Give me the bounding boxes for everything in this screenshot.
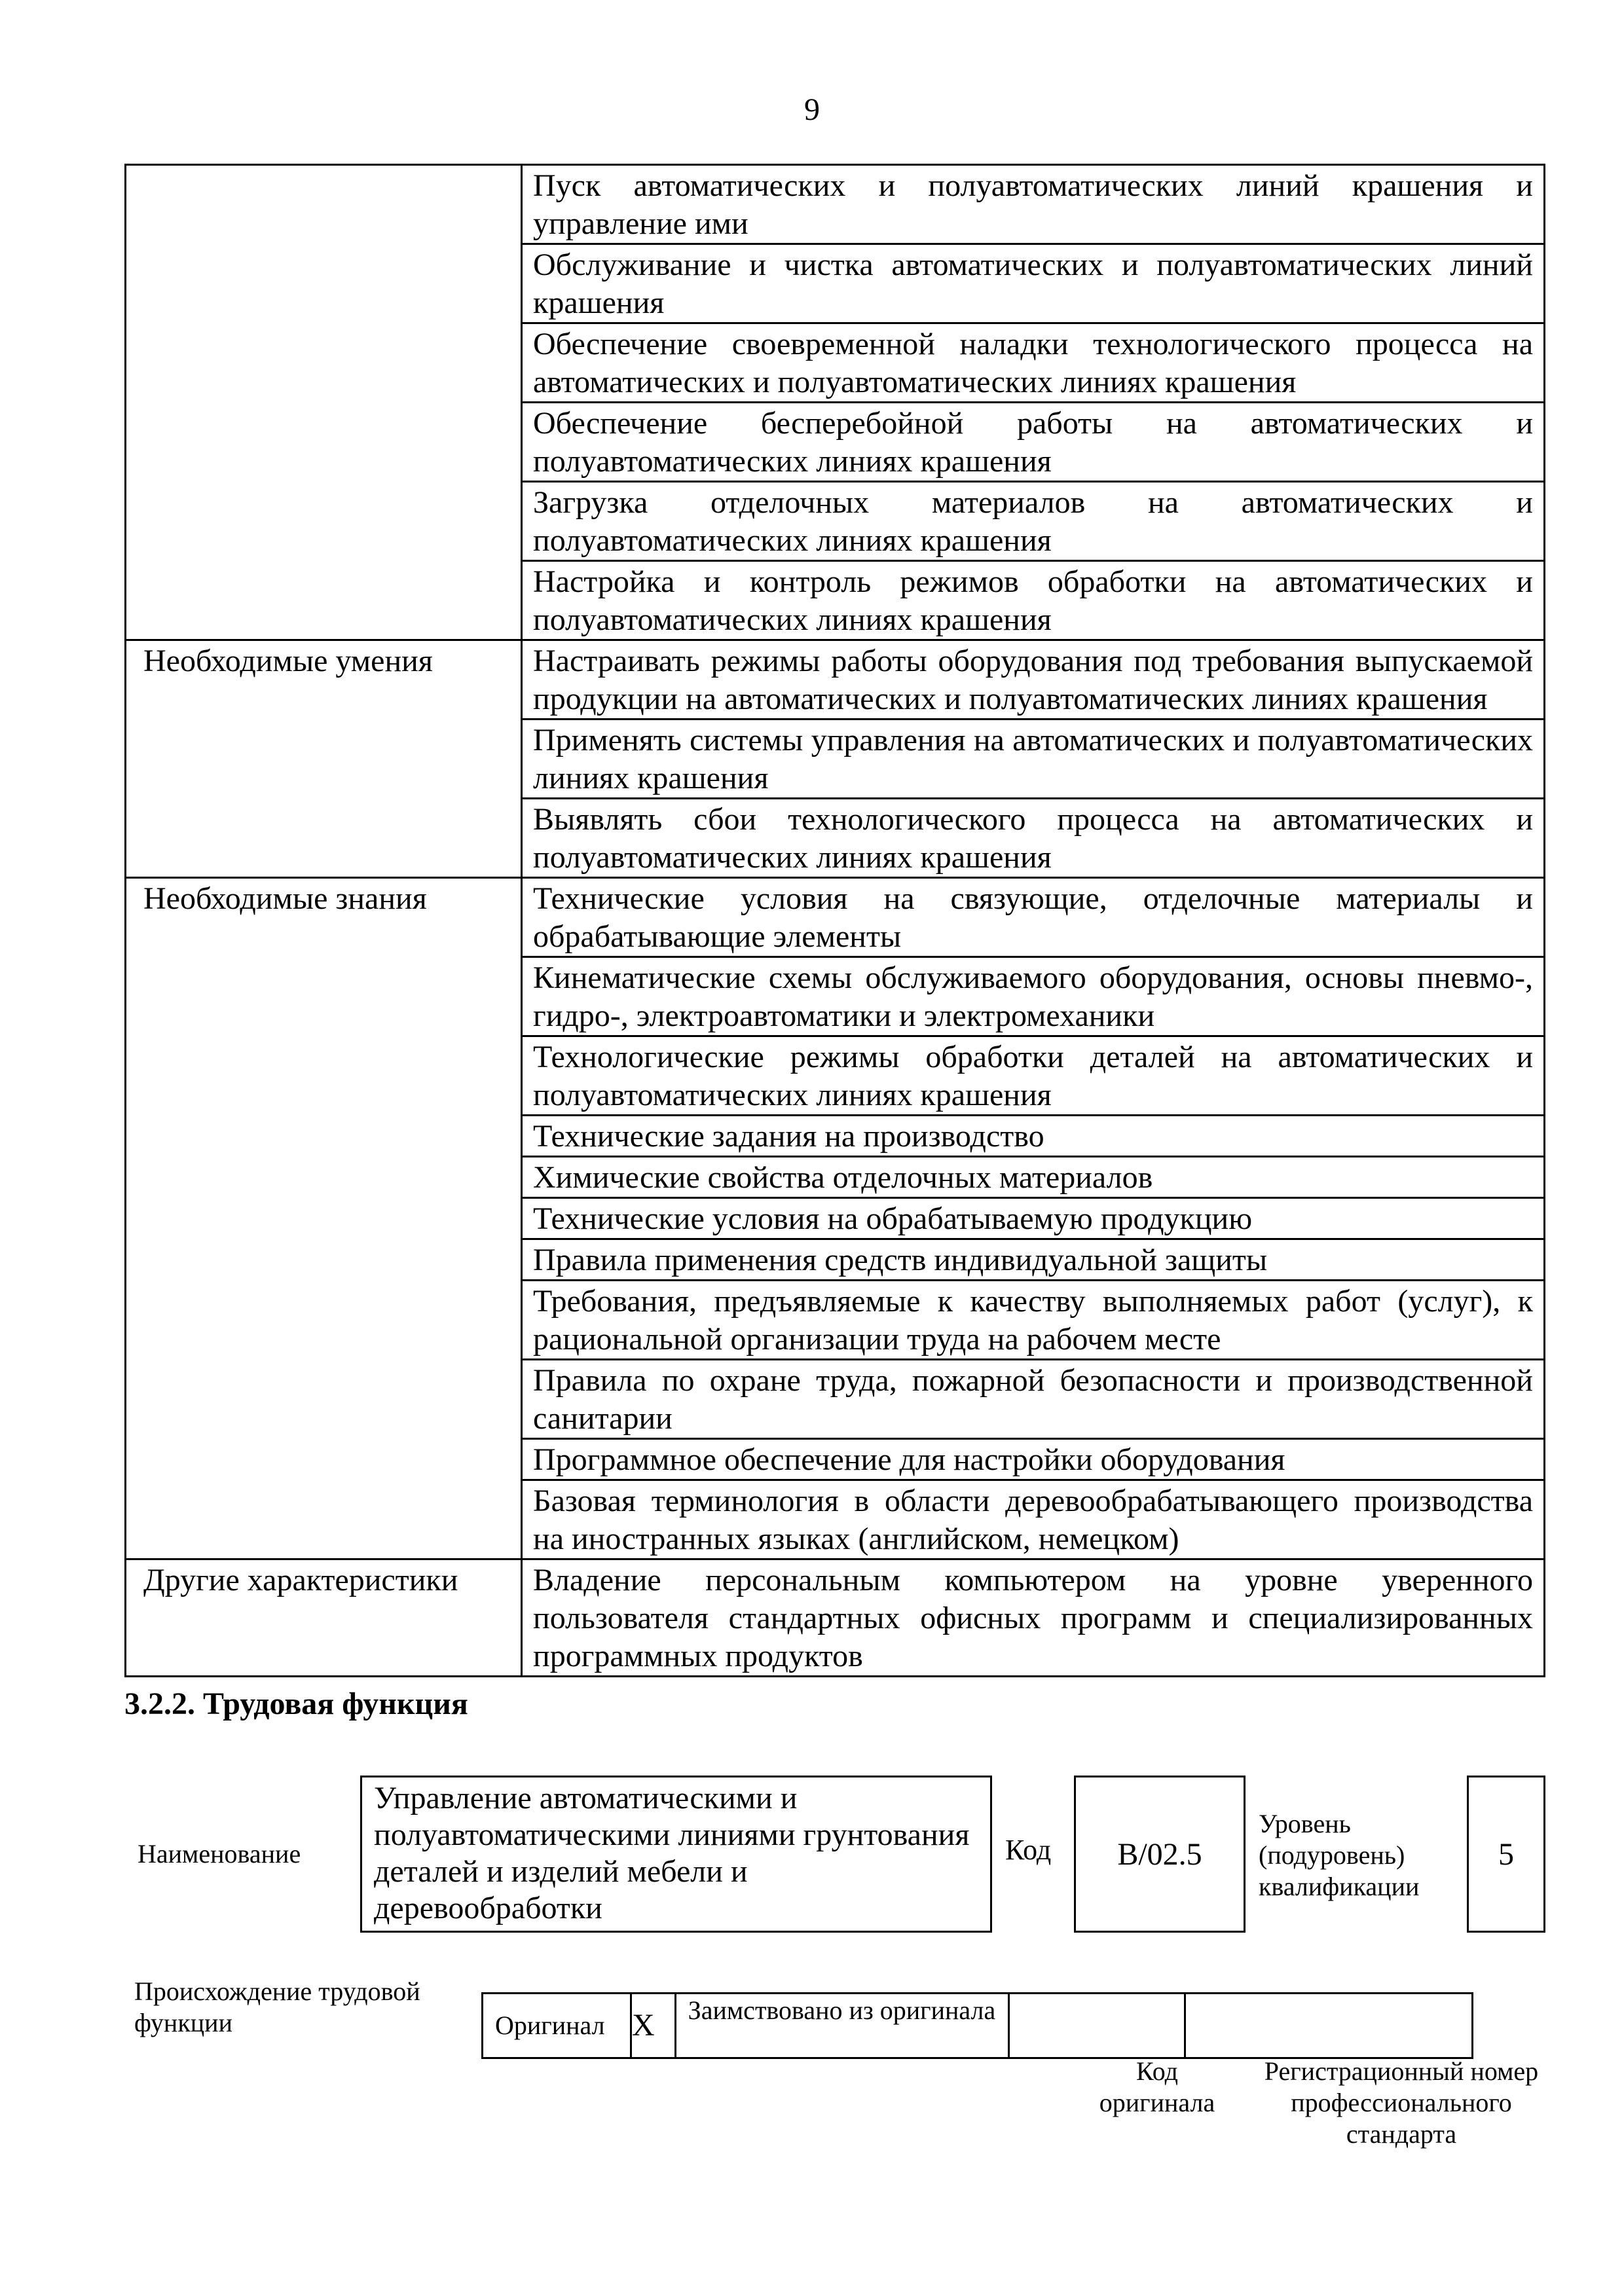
- level-value: 5: [1498, 1836, 1514, 1872]
- requirement-item: Выявлять сбои технологического процесса на автоматических и полуавтоматических линиях крашения: [522, 799, 1545, 878]
- original-mark: X: [631, 1994, 676, 2058]
- row-label: Другие характеристики: [126, 1559, 522, 1677]
- requirement-item: Обеспечение бесперебойной работы на автоматических и полуавтоматических линиях крашения: [522, 403, 1545, 482]
- requirement-item: Химические свойства отделочных материалов: [522, 1157, 1545, 1198]
- requirement-item: Технологические режимы обработки деталей на автоматических и полуавтоматических линиях крашения: [522, 1036, 1545, 1116]
- registration-number-cell: [1185, 1994, 1472, 2058]
- function-name-box: [360, 1776, 992, 1933]
- requirement-item: Правила по охране труда, пожарной безопасности и производственной санитарии: [522, 1360, 1545, 1439]
- table-row: [126, 640, 1545, 720]
- code-value: B/02.5: [1117, 1836, 1202, 1872]
- requirement-item: Кинематические схемы обслуживаемого оборудования, основы пневмо-, гидро-, электроавтоматики и электромеханики: [522, 957, 1545, 1036]
- requirement-item: Обслуживание и чистка автоматических и полуавтоматических линий крашения: [522, 244, 1545, 323]
- row-label: [126, 165, 522, 640]
- name-label: Наименование: [138, 1839, 301, 1868]
- requirement-item: Настройка и контроль режимов обработки на автоматических и полуавтоматических линиях крашения: [522, 561, 1545, 640]
- level-box: [1467, 1776, 1545, 1933]
- registration-number-caption: Регистрационный номер профессионального стандарта: [1264, 2056, 1539, 2149]
- table-row: [126, 1559, 1545, 1677]
- requirements-table: [124, 164, 1545, 1677]
- table-row: [126, 165, 1545, 244]
- requirement-item: Владение персональным компьютером на уровне уверенного пользователя стандартных офисных программ и специализированных программных продуктов: [522, 1559, 1545, 1677]
- origin-label: Происхождение трудовой функции: [134, 1977, 420, 2037]
- code-label: Код: [1005, 1834, 1052, 1866]
- requirement-item: Технические условия на связующие, отделочные материалы и обрабатывающие элементы: [522, 878, 1545, 957]
- requirement-item: Настраивать режимы работы оборудования под требования выпускаемой продукции на автоматических и полуавтоматических линиях крашения: [522, 640, 1545, 720]
- requirement-item: Пуск автоматических и полуавтоматических линий крашения и управление ими: [522, 165, 1545, 244]
- requirement-item: Применять системы управления на автоматических и полуавтоматических линиях крашения: [522, 720, 1545, 799]
- requirement-item: Загрузка отделочных материалов на автоматических и полуавтоматических линиях крашения: [522, 482, 1545, 561]
- table-row: [126, 878, 1545, 957]
- requirement-item: Технические задания на производство: [522, 1116, 1545, 1157]
- origin-table: [481, 1992, 1473, 2059]
- row-label: Необходимые знания: [126, 878, 522, 1559]
- page-number: 9: [804, 92, 820, 127]
- code-original-caption: Код оригинала: [1099, 2056, 1215, 2117]
- requirement-item: Программное обеспечение для настройки оборудования: [522, 1439, 1545, 1480]
- code-box: [1074, 1776, 1246, 1933]
- requirement-item: Обеспечение своевременной наладки технологического процесса на автоматических и полуавтоматических линиях крашения: [522, 323, 1545, 403]
- original-code-cell: [1008, 1994, 1185, 2058]
- function-name-value: Управление автоматическими и полуавтоматическими линиями грунтования деталей и изделий мебели и деревообработки: [374, 1781, 970, 1925]
- original-label: Оригинал: [483, 1994, 631, 2058]
- requirement-item: Правила применения средств индивидуальной защиты: [522, 1239, 1545, 1281]
- level-label: Уровень (подуровень) квалификации: [1259, 1809, 1420, 1901]
- requirement-item: Технические условия на обрабатываемую продукцию: [522, 1198, 1545, 1239]
- row-label: Необходимые умения: [126, 640, 522, 878]
- requirement-item: Базовая терминология в области деревообрабатывающего производства на иностранных языках (английском, немецком): [522, 1480, 1545, 1559]
- section-title: 3.2.2. Трудовая функция: [124, 1686, 468, 1721]
- borrowed-label: Заимствовано из оригинала: [675, 1994, 1008, 2058]
- requirement-item: Требования, предъявляемые к качеству выполняемых работ (услуг), к рациональной организации труда на рабочем месте: [522, 1281, 1545, 1360]
